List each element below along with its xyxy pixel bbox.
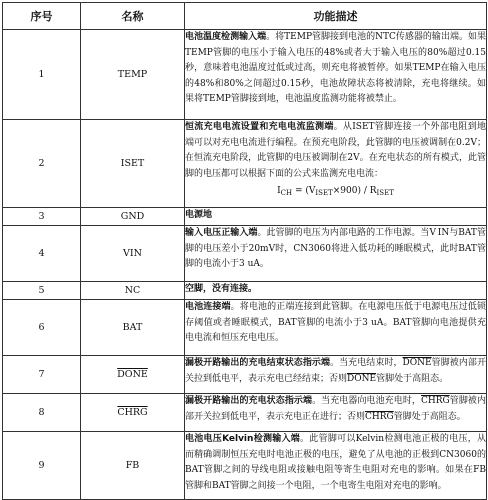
pin-number: 3 bbox=[3, 208, 81, 226]
pin-description bbox=[185, 226, 487, 282]
pin-name: NC bbox=[81, 282, 185, 300]
header-name: 名称 bbox=[81, 3, 185, 30]
desc-title: 电池温度检测输入端 bbox=[185, 32, 267, 42]
pin-name: DONE bbox=[81, 356, 185, 394]
desc-title: 电池连接端 bbox=[185, 302, 231, 312]
desc-body: 。从ISET管脚连接一个外部电阻到地端可以对充电电流进行编程。在预充电阶段，此管脚的电压被调制在0.2V；在恒流充电阶段，此管脚的电压被调制在2V。在充电状态的所有模式，此管脚的电压都可以根据下面的公式来监测充电电流： bbox=[185, 122, 486, 179]
pin-function-table bbox=[2, 2, 487, 500]
table-row bbox=[3, 394, 487, 432]
pin-description bbox=[185, 30, 487, 120]
desc-title: 电源地 bbox=[185, 210, 213, 220]
pin-description bbox=[185, 208, 487, 226]
pin-name: TEMP bbox=[81, 30, 185, 120]
pin-name: CHRG bbox=[81, 394, 185, 432]
pin-description: 漏极开路输出的充电结束状态指示端。当充电结束时，DONE管脚被内部开关拉到低电平，表示充电已经结束；否则DONE管脚处于高阻态。 bbox=[185, 356, 487, 394]
desc-body: 。此管脚的电压为内部电路的工作电源。当V IN与BAT管脚的电压差小于20mV时，CN3060将进入低功耗的睡眠模式，此时BAT管脚的电流小于3 uA。 bbox=[185, 228, 486, 269]
pin-description bbox=[185, 120, 487, 208]
desc-body: 。将TEMP管脚接到电池的NTC传感器的输出端。如果TEMP管脚的电压小于输入电压的48%或者大于输入电压的80%超过0.15秒，意味着电池温度过低或过高，则充电将被暂停。如果TEMP在输入电压的48%和80%之间超过0.15秒，电池故障状态将被清除，充电将继续。如果将TEMP管脚接到地，电池温度监测功能将被禁止。 bbox=[185, 32, 486, 104]
desc-title: 电池电压Kelvin检测输入端 bbox=[185, 434, 301, 444]
pin-description bbox=[185, 300, 487, 356]
pin-name: FB bbox=[81, 432, 185, 500]
header-number: 序号 bbox=[3, 3, 81, 30]
desc-title: 恒流充电电流设置和充电电流监测端 bbox=[185, 122, 334, 132]
table-row bbox=[3, 120, 487, 208]
pin-number: 7 bbox=[3, 356, 81, 394]
table-row bbox=[3, 432, 487, 500]
pin-number: 9 bbox=[3, 432, 81, 500]
pin-description bbox=[185, 282, 487, 300]
pin-number: 2 bbox=[3, 120, 81, 208]
pin-name: ISET bbox=[81, 120, 185, 208]
header-description: 功能描述 bbox=[185, 3, 487, 30]
pin-number: 1 bbox=[3, 30, 81, 120]
pin-number: 6 bbox=[3, 300, 81, 356]
pin-number: 8 bbox=[3, 394, 81, 432]
current-formula: $I_{CH} = (V_{ISET}\times 900) / R_{ISET}$ bbox=[277, 186, 394, 197]
pin-name: VIN bbox=[81, 226, 185, 282]
desc-title: 输入电压正输入端 bbox=[185, 228, 258, 238]
desc-body: 。将电池的正端连接到此管脚。在电源电压低于电源电压过低锁存阈值或者睡眠模式，BAT管脚的电流小于3 uA。BAT管脚向电池提供充电电流和恒压充电电压。 bbox=[185, 302, 486, 343]
pin-number: 5 bbox=[3, 282, 81, 300]
table-row bbox=[3, 300, 487, 356]
table-header-row bbox=[3, 3, 487, 30]
desc-title: 空脚，没有连接。 bbox=[185, 284, 258, 294]
table-row bbox=[3, 30, 487, 120]
pin-description: 漏极开路输出的充电状态指示端。当充电器向电池充电时，CHRG管脚被内部开关拉到低电平，表示充电正在进行；否则CHRG管脚处于高阻态。 bbox=[185, 394, 487, 432]
pin-name: BAT bbox=[81, 300, 185, 356]
table-row bbox=[3, 226, 487, 282]
desc-title: 漏极开路输出的充电结束状态指示端 bbox=[185, 358, 331, 368]
desc-body: 。此管脚可以Kelvin检测电池正极的电压，从而精确调制恒压充电时电池正极的电压，避免了从电池的正极到CN3060的BAT管脚之间的导线电阻或接触电阻等寄生电阻对充电的影响。如果在FB管脚和BAT管脚之间接一个电阻，一个电寄生电阻对充电的影响。 bbox=[185, 434, 486, 491]
table-row bbox=[3, 282, 487, 300]
desc-title: 漏极开路输出的充电状态指示端 bbox=[185, 396, 313, 406]
table-row bbox=[3, 356, 487, 394]
pin-description bbox=[185, 432, 487, 500]
pin-name: GND bbox=[81, 208, 185, 226]
pin-number: 4 bbox=[3, 226, 81, 282]
table-row bbox=[3, 208, 487, 226]
